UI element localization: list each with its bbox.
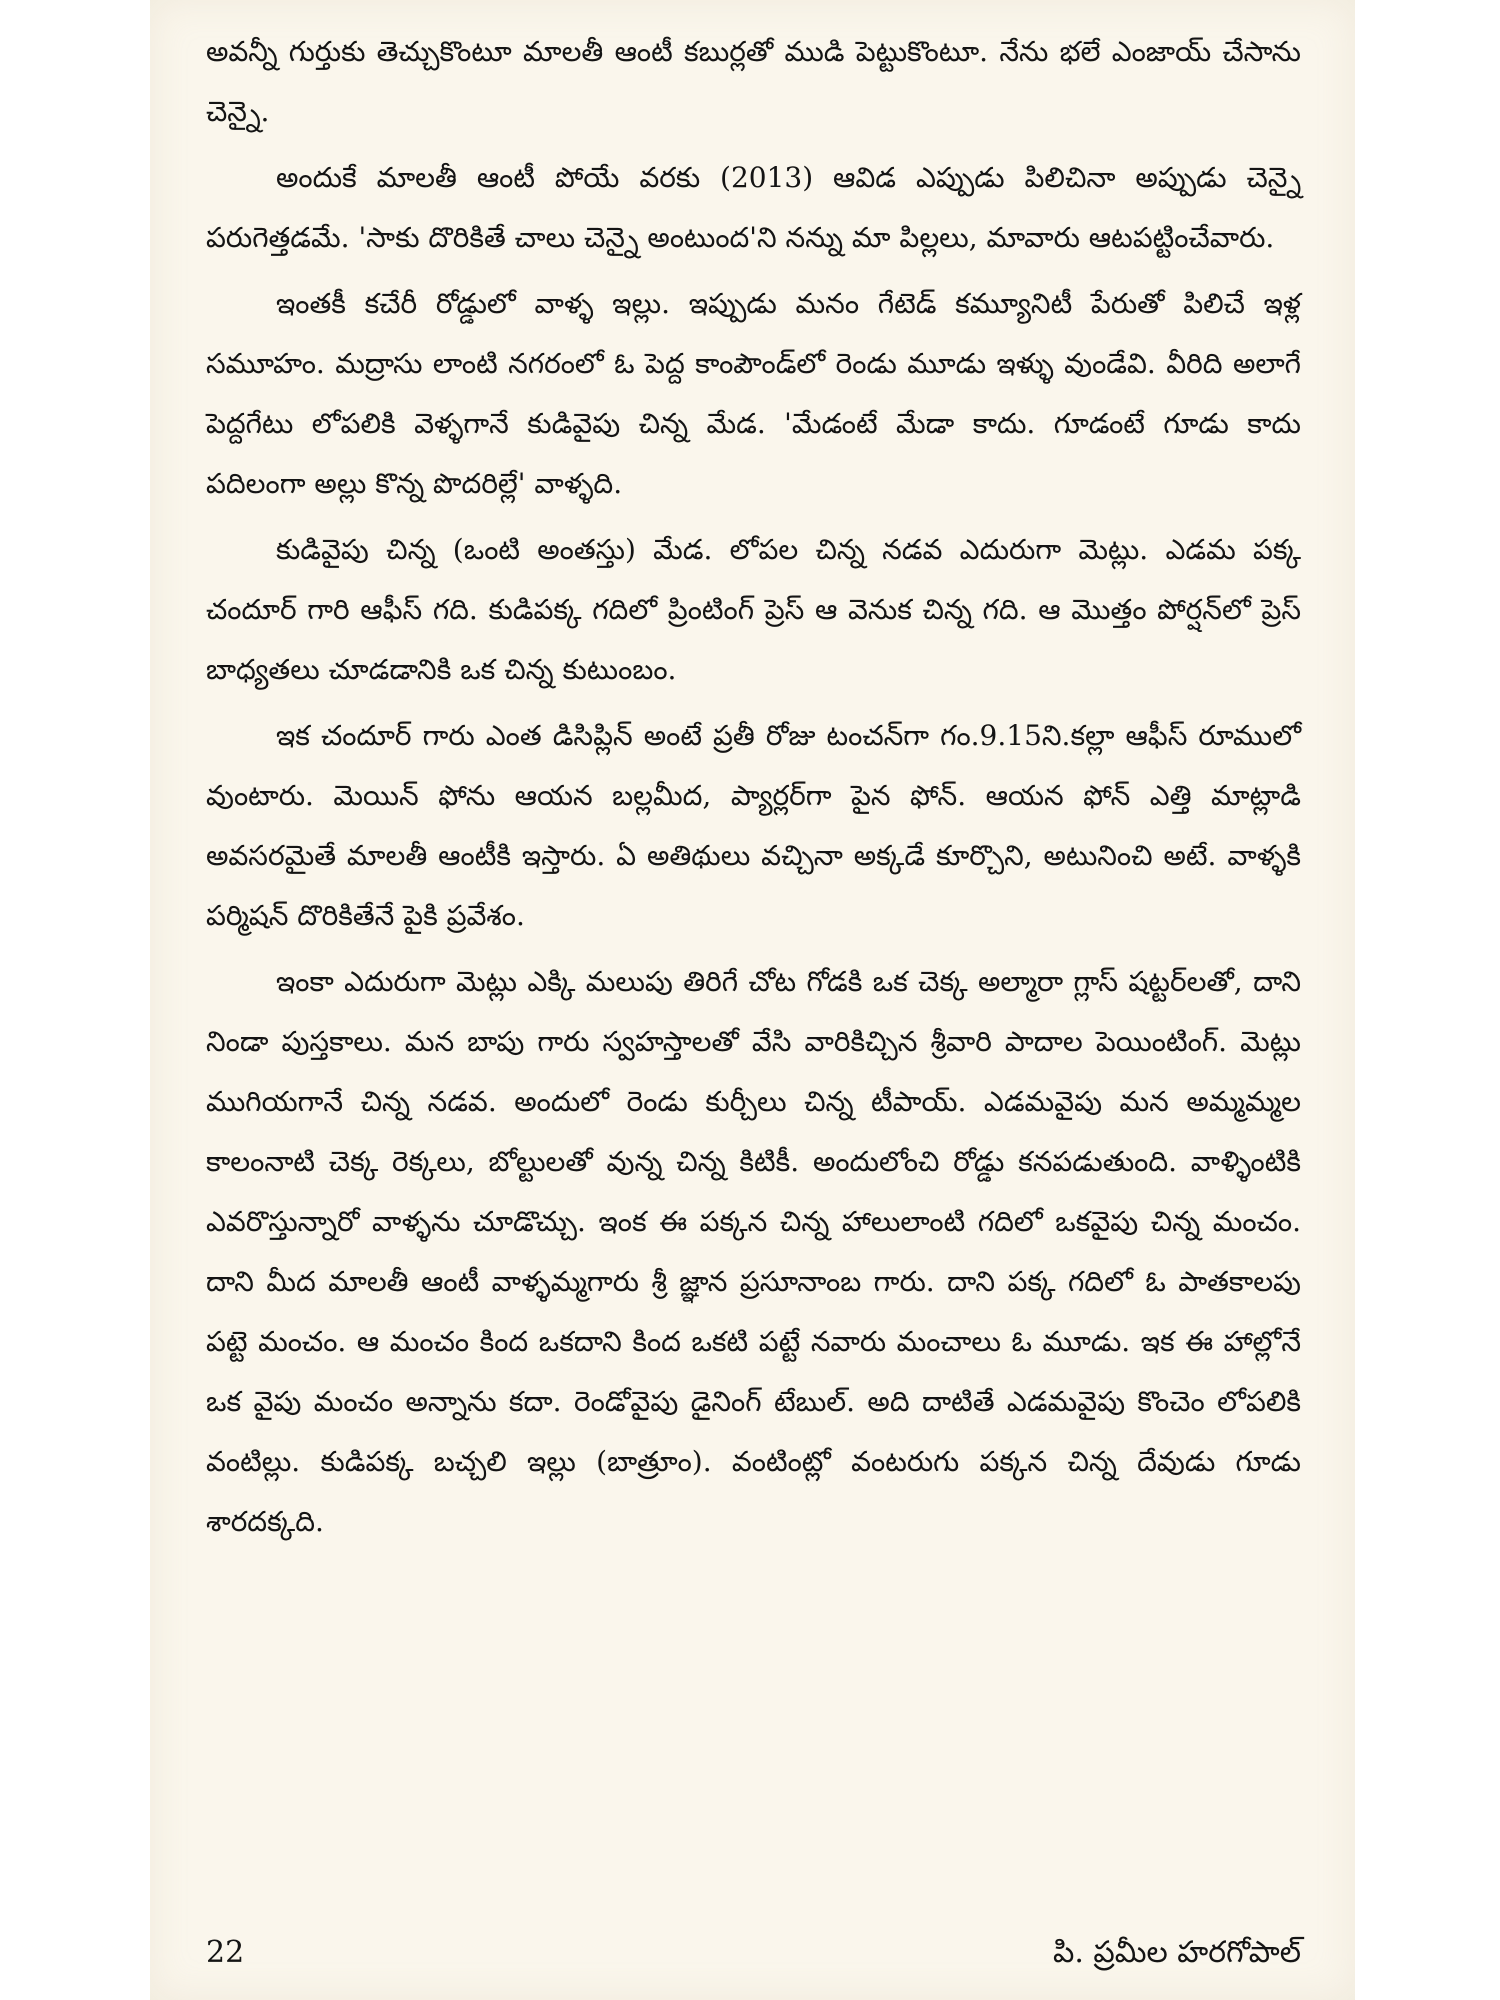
paragraph-3: ఇంతకీ కచేరీ రోడ్డులో వాళ్ళ ఇల్లు. ఇప్పుడు మనం గేటెడ్ కమ్యూనిటీ పేరుతో పిలిచే ఇళ్ల సమూహం. మద్రాసు లాంటి నగరంలో ఓ పెద్ద కాంపౌండ్‌లో రెండు మూడు ఇళ్ళు వుండేవి. వీరిది అలాగే పెద్దగేటు లోపలికి వెళ్ళగానే కుడివైపు చిన్న మేడ. 'మేడంటే మేడా కాదు. గూడంటే గూడు కాదు పదిలంగా అల్లు కొన్న పొదరిల్లే' వాళ్ళది. bbox=[206, 287, 1301, 500]
page-number: 22 bbox=[206, 1935, 245, 1970]
paragraph-1: అవన్నీ గుర్తుకు తెచ్చుకొంటూ మాలతీ ఆంటీ కబుర్లతో ముడి పెట్టుకొంటూ. నేను భలే ఎంజాయ్ చేసాను చెన్నై. bbox=[206, 35, 1301, 128]
paragraph-6: ఇంకా ఎదురుగా మెట్లు ఎక్కి మలుపు తిరిగే చోట గోడకి ఒక చెక్క అల్మారా గ్లాస్ షట్టర్‌లతో, దాని నిండా పుస్తకాలు. మన బాపు గారు స్వహస్తాలతో వేసి వారికిచ్చిన శ్రీవారి పాదాల పెయింటింగ్. మెట్లు ముగియగానే చిన్న నడవ. అందులో రెండు కుర్చీలు చిన్న టీపాయ్. ఎడమవైపు మన అమ్మమ్మల కాలంనాటి చెక్క రెక్కలు, బోల్టులతో వున్న చిన్న కిటికీ. అందులోంచి రోడ్డు కనపడుతుంది. వాళ్ళింటికి ఎవరొస్తున్నారో వాళ్ళను చూడొచ్చు. ఇంక ఈ పక్కన చిన్న హాలులాంటి గదిలో ఒకవైపు చిన్న మంచం. దాని మీద మాలతీ ఆంటీ వాళ్ళమ్మగారు శ్రీ జ్ఞాన ప్రసూనాంబ గారు. దాని పక్క గదిలో ఓ పాతకాలపు పట్టె మంచం. ఆ మంచం కింద ఒకదాని కింద ఒకటి పట్టే నవారు మంచాలు ఓ మూడు. ఇక ఈ హాల్లోనే ఒక వైపు మంచం అన్నాను కదా. రెండోవైపు డైనింగ్ టేబుల్. అది దాటితే ఎడమవైపు కొంచెం లోపలికి వంటిల్లు. కుడిపక్క బచ్చలి ఇల్లు (బాత్రూం). వంటింట్లో వంటరుగు పక్కన చిన్న దేవుడు గూడు శారదక్కది. bbox=[206, 965, 1301, 1538]
body-text bbox=[206, 22, 1301, 1558]
paragraph-4: కుడివైపు చిన్న (ఒంటి అంతస్తు) మేడ. లోపల చిన్న నడవ ఎదురుగా మెట్లు. ఎడమ పక్క చందూర్ గారి ఆఫీస్ గది. కుడిపక్క గదిలో ప్రింటింగ్ ప్రెస్ ఆ వెనుక చిన్న గది. ఆ మొత్తం పోర్షన్‌లో ప్రెస్ బాధ్యతలు చూడడానికి ఒక చిన్న కుటుంబం. bbox=[206, 533, 1301, 686]
paragraph-5: ఇక చందూర్ గారు ఎంత డిసిప్లిన్ అంటే ప్రతీ రోజు టంచన్‌గా గం.9.15ని.కల్లా ఆఫీస్ రూములో వుంటారు. మెయిన్ ఫోను ఆయన బల్లమీద, ప్యార్లర్‌గా పైన ఫోన్. ఆయన ఫోన్ ఎత్తి మాట్లాడి అవసరమైతే మాలతీ ఆంటీకి ఇస్తారు. ఏ అతిథులు వచ్చినా అక్కడే కూర్చొని, అటునించి అటే. వాళ్ళకి పర్మిషన్ దొరికితేనే పైకి ప్రవేశం. bbox=[206, 719, 1301, 932]
book-page bbox=[150, 0, 1355, 2000]
page-footer bbox=[206, 1935, 1301, 1977]
paragraph-2: అందుకే మాలతీ ఆంటీ పోయే వరకు (2013) ఆవిడ ఎప్పుడు పిలిచినా అప్పుడు చెన్నై పరుగెత్తడమే. 'సాకు దొరికితే చాలు చెన్నై అంటుంద'ని నన్ను మా పిల్లలు, మావారు ఆటపట్టించేవారు. bbox=[206, 161, 1301, 254]
author-name: పి. ప్రమీల హరగోపాల్ bbox=[1053, 1935, 1301, 1970]
